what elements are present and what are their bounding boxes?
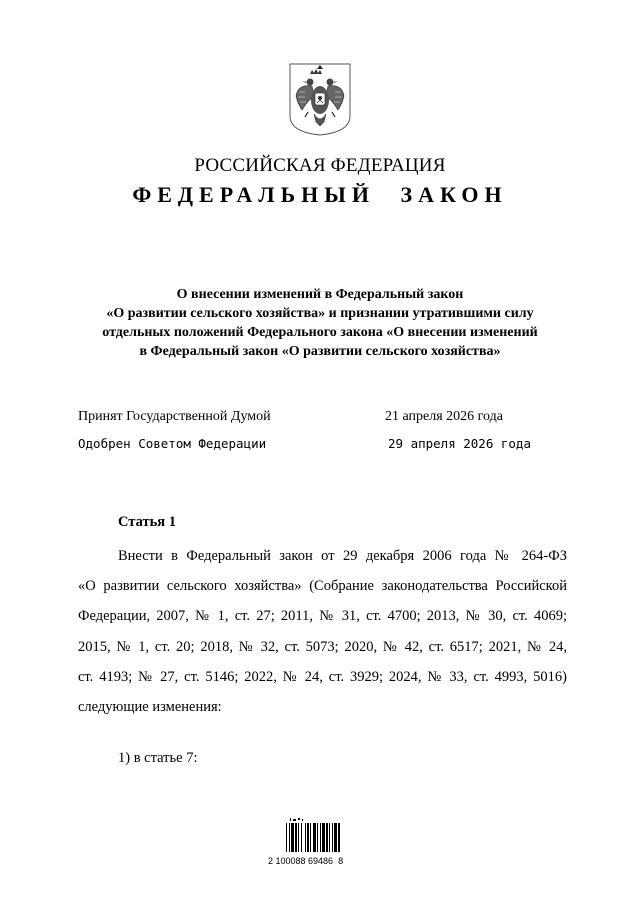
body-line: Федерации, 2007, № 1, ст. 27; 2011, № 31, ст. 4700; 2013, № 30, ст. 4069; (78, 608, 567, 625)
title-line: в Федеральный закон «О развитии сельского хозяйства» (139, 344, 501, 359)
title-line: О внесении изменений в Федеральный закон (176, 287, 464, 302)
barcode-bar (289, 823, 290, 852)
council-date: 29 апреля 2026 года (388, 436, 531, 451)
barcode-number: 2 100088 69486 8 (268, 856, 344, 866)
barcode-bar (322, 823, 325, 852)
barcode-bar (313, 823, 316, 852)
body-line: Внести в Федеральный закон от 29 декабря 2006 года № 264-ФЗ (118, 548, 567, 564)
barcode-bar (334, 823, 337, 852)
body-line: следующие изменения: (78, 699, 222, 716)
barcode-bar (298, 823, 299, 852)
barcode-bar (305, 823, 306, 852)
article-body (78, 541, 567, 722)
duma-label: Принят Государственной Думой (78, 409, 271, 424)
barcode-bar (310, 823, 311, 852)
country-name: РОССИЙСКАЯ ФЕДЕРАЦИЯ (194, 155, 446, 176)
barcode-bar (326, 823, 328, 852)
council-label: Одобрен Советом Федерации (78, 436, 267, 451)
barcode-bar (338, 823, 340, 852)
body-line: 2015, № 1, ст. 20; 2018, № 32, ст. 5073; 2020, № 42, ст. 6517; 2021, № 24, (78, 638, 567, 655)
barcode-bar (301, 823, 302, 852)
barcode-bar (291, 823, 294, 852)
state-emblem-icon (288, 62, 352, 136)
barcode-bar (320, 823, 321, 852)
duma-date: 21 апреля 2026 года (385, 409, 503, 424)
barcode-icon (284, 818, 364, 852)
article-item-1: 1) в статье 7: (118, 750, 198, 766)
article-heading: Статья 1 (118, 514, 176, 530)
barcode-bar (307, 823, 309, 852)
law-title (80, 285, 560, 361)
barcode-bar (286, 823, 287, 852)
body-line: ст. 4193; № 27, ст. 5146; 2022, № 24, ст. 3929; 2024, № 33, ст. 4993, 5016) (78, 668, 567, 685)
barcode-bar (332, 823, 333, 852)
body-line: «О развитии сельского хозяйства» (Собрание законодательства Российской (78, 578, 567, 595)
title-line: отдельных положений Федерального закона «О внесении изменений (102, 325, 538, 340)
document-type: ФЕДЕРАЛЬНЫЙ ЗАКОН (132, 182, 508, 207)
barcode-bar (329, 823, 330, 852)
title-line: «О развитии сельского хозяйства» и признании утратившими силу (106, 306, 534, 321)
barcode-bar (295, 823, 297, 852)
barcode-bar (317, 823, 318, 852)
